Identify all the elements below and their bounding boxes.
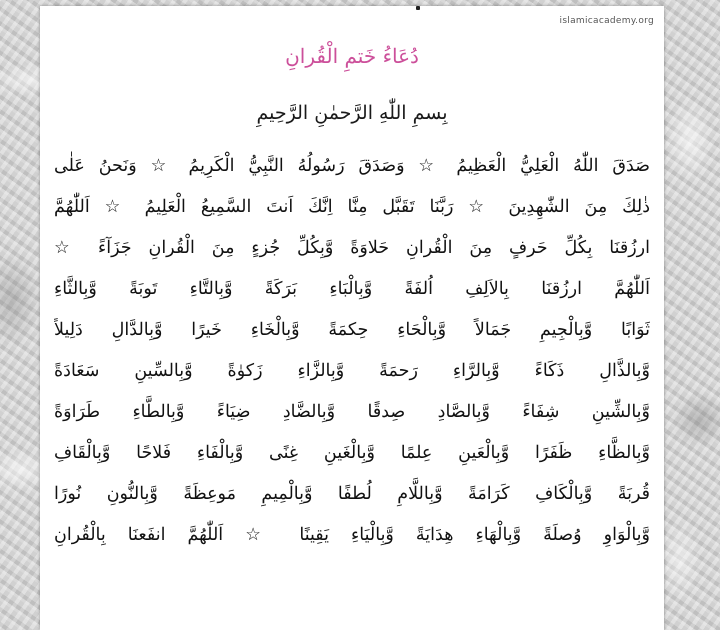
bismillah-heading: بِسمِ اللّٰهِ الرَّحمٰنِ الرَّحِيمِ: [256, 102, 448, 124]
text-line: وَّبِالشِّينِ شِفَاءً وَّبِالصَّادِ صِدقًا وَّبِالضَّادِ ضِيَاءً وَّبِالطَّاءِ طَرَاوَةً: [54, 402, 650, 422]
text-line: وَّبِالذَّالِ ذَكَاءً وَّبِالرَّاءِ رَحمَةً وَّبِالزَّاءِ زَكوٰةً وَّبِالسِّينِ سَعَادَةً: [54, 361, 650, 381]
text-line: ارزُقنَا بِكُلِّ حَرفٍ مِنَ الْقُرانِ حَلاوَةً وَّبِكُلِّ جُزءٍ مِنَ الْقُرانِ جَزَآءً ☆: [54, 238, 650, 258]
text-line: صَدَقَ اللّٰهُ الْعَلِيُّ الْعَظِيمُ ☆ وَصَدَقَ رَسُولُهُ النَّبِيُّ الْكَرِيمُ ☆ وَنَحنُ عَلٰى: [54, 156, 650, 176]
text-line: قُربَةً وَّبِالْكَافِ كَرَامَةً وَّبِاللَّامِ لُطفًا وَّبِالْمِيمِ مَوعِظَةً وَّبِالنُّونِ نُورًا: [54, 484, 650, 504]
page-top-mark: [416, 6, 420, 10]
text-line: اَللّٰهُمَّ ارزُقنَا بِالاَلِفِ اُلفَةً وَّبِالْبَاءِ بَرَكَةً وَّبِالتَّاءِ تَوبَةً وَّبِالثَّاءِ: [54, 279, 650, 299]
text-line: وَّبِالظَّاءِ ظَفَرًا وَّبِالْعَينِ عِلمًا وَّبِالْغَينِ غِنًى وَّبِالْفَاءِ فَلاحًا وَّبِالْقَافِ: [54, 443, 650, 463]
text-line: وَّبِالْوَاوِ وُصلَةً وَّبِالْهَاءِ هِدَايَةً وَّبِالْيَاءِ يَقِينًا ☆ اَللّٰهُمَّ انفَعنَا بِالْقُرانِ: [54, 525, 650, 545]
text-line: ذٰلِكَ مِنَ الشّٰهِدِينَ ☆ رَبَّنَا تَقَبَّل مِنَّا اِنَّكَ اَنتَ السَّمِيعُ الْعَلِيمُ ☆ اَللّٰهُمَّ: [54, 197, 650, 217]
site-watermark: islamicacademy.org: [559, 16, 654, 26]
text-line: ثَوَابًا وَّبِالْجِيمِ جَمَالاً وَّبِالْحَاءِ حِكمَةً وَّبِالْخَاءِ خَيرًا وَّبِالدَّالِ دَلِيلاً: [54, 320, 650, 340]
page-title: دُعَاءُ خَتمِ الْقُرانِ: [285, 44, 419, 68]
dua-text-body: [54, 146, 650, 556]
document-page: [40, 6, 664, 630]
